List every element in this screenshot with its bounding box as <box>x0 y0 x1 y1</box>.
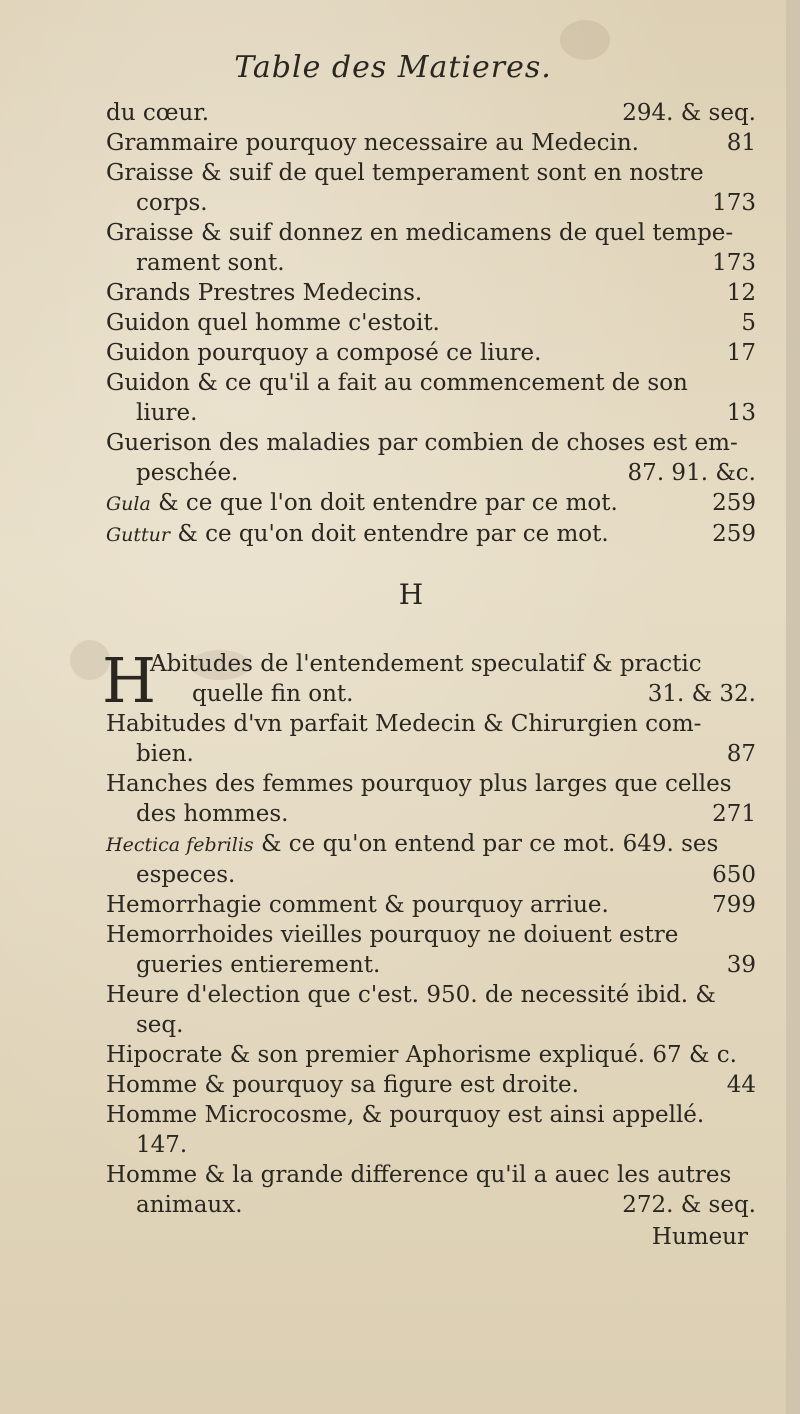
entry-text-body: Homme & pourquoy sa figure est droite. <box>106 1072 579 1098</box>
entry-text-body: Hanches des femmes pourquoy plus larges que celles <box>106 771 732 797</box>
page-ref <box>746 829 756 860</box>
entry-text <box>106 338 541 368</box>
entry-text <box>106 519 609 550</box>
entry-text <box>136 1190 243 1220</box>
page-ref: 271 <box>712 801 756 827</box>
index-entry <box>106 1070 756 1100</box>
entry-line <box>106 218 756 248</box>
entry-text-body: & ce que l'on doit entendre par ce mot. <box>150 490 618 516</box>
entry-text-body: liure. <box>136 400 198 426</box>
index-entry <box>106 709 756 769</box>
entry-line <box>106 860 756 890</box>
section-letter: H <box>398 578 424 611</box>
entry-text <box>106 1040 737 1070</box>
page-ref: 5 <box>741 310 756 336</box>
entry-text <box>106 980 716 1010</box>
page-ref: 44 <box>726 1072 756 1098</box>
latin-term: Gula <box>106 493 151 515</box>
entry-line <box>106 1100 756 1130</box>
entry-text-body: peschée. <box>136 460 239 486</box>
index-entry <box>106 278 756 308</box>
entry-text-body: bien. <box>136 741 194 767</box>
page-ref <box>746 158 756 188</box>
index-entry <box>106 519 756 550</box>
entries-g <box>106 98 756 550</box>
entry-line <box>106 188 756 218</box>
entry-text-body: Guidon quel homme c'estoit. <box>106 310 440 336</box>
entry-text <box>106 278 422 308</box>
entry-text-body: Homme Microcosme, & pourquoy est ainsi appellé. <box>106 1102 705 1128</box>
index-entry <box>106 488 756 519</box>
entry-text <box>136 860 235 890</box>
entry-text <box>106 1100 704 1130</box>
entry-text <box>136 739 194 769</box>
entry-text <box>106 158 704 188</box>
entry-line <box>106 368 756 398</box>
entry-line <box>106 308 756 338</box>
entry-text <box>106 308 440 338</box>
entry-text <box>106 428 738 458</box>
page-ref: 294. & seq. <box>622 100 756 126</box>
entry-text-body: Hipocrate & son premier Aphorisme expliqué. 67 & c. <box>106 1042 737 1068</box>
entry-line <box>106 1130 756 1160</box>
entry-line <box>106 458 756 488</box>
index-entry <box>106 829 756 890</box>
page-ref <box>746 1040 756 1070</box>
page-ref: 81 <box>726 130 756 156</box>
entry-text <box>106 829 718 860</box>
entry-line <box>106 519 756 550</box>
entry-text <box>136 458 238 488</box>
entry-text: Abitudes de l'entendement speculatif & practic <box>150 651 702 677</box>
index-entry <box>106 338 756 368</box>
running-title: Table des Matieres. <box>234 50 552 85</box>
entry-text <box>136 188 208 218</box>
page-ref <box>746 218 756 248</box>
entry-line <box>106 920 756 950</box>
entry-text-body: animaux. <box>136 1192 243 1218</box>
entry-text-body: Guidon & ce qu'il a fait au commencement de son <box>106 370 688 396</box>
entry-text-body: Guidon pourquoy a composé ce liure. <box>106 340 542 366</box>
entry-text <box>106 98 209 128</box>
page-ref <box>746 1130 756 1160</box>
entry-text-body: especes. <box>136 862 236 888</box>
page-ref: 31. & 32. <box>647 681 756 707</box>
page-ref <box>746 980 756 1010</box>
entry-line <box>106 128 756 158</box>
entry-line <box>106 829 756 860</box>
entry-text-body: Habitudes d'vn parfait Medecin & Chirurgien com- <box>106 711 702 737</box>
page-ref <box>746 769 756 799</box>
page-ref: 259 <box>712 490 756 516</box>
entry-line <box>106 278 756 308</box>
page-ref: 12 <box>726 280 756 306</box>
page-ref <box>746 428 756 458</box>
entry-text-body: Homme & la grande difference qu'il a auec les autres <box>106 1162 732 1188</box>
entry-line <box>106 1070 756 1100</box>
entry-line <box>106 338 756 368</box>
entries-h <box>106 709 756 1220</box>
entry-line <box>106 1010 756 1040</box>
index-entry <box>106 428 756 488</box>
entry-line <box>106 1040 756 1070</box>
index-entry <box>106 980 756 1040</box>
index-entry <box>106 308 756 338</box>
entry-text-body: Grands Prestres Medecins. <box>106 280 423 306</box>
entry-line <box>106 709 756 739</box>
entry-line <box>106 1160 756 1190</box>
entry-line <box>106 98 756 128</box>
entry-text-body: corps. <box>136 190 208 216</box>
index-entry <box>106 98 756 128</box>
entry-line <box>106 649 756 679</box>
page-ref <box>746 1100 756 1130</box>
entry-line <box>106 428 756 458</box>
entry-line <box>106 950 756 980</box>
page-ref <box>746 920 756 950</box>
index-entry <box>106 890 756 920</box>
index-entry <box>106 128 756 158</box>
entry-line <box>106 1190 756 1220</box>
entry-text <box>136 248 285 278</box>
entry-text <box>106 709 701 739</box>
page-ref <box>746 368 756 398</box>
page-ref: 650 <box>712 862 756 888</box>
entry-line <box>106 398 756 428</box>
latin-term: Hectica febrilis <box>106 834 254 856</box>
entry-text-body: Hemorrhagie comment & pourquoy arriue. <box>106 892 609 918</box>
page-ref <box>746 1160 756 1190</box>
entry-text: quelle fin ont. <box>192 681 354 707</box>
entry-text-body: seq. <box>136 1012 184 1038</box>
entry-line <box>106 890 756 920</box>
entry-line <box>106 248 756 278</box>
entry-text <box>106 1160 731 1190</box>
entry-text-body: du cœur. <box>106 100 210 126</box>
entry-text <box>136 799 288 829</box>
entry-text-body: 147. <box>136 1132 188 1158</box>
entry-line <box>106 980 756 1010</box>
entry-text-body: gueries entierement. <box>136 952 381 978</box>
page-ref: 17 <box>726 340 756 366</box>
entry-line <box>106 158 756 188</box>
entry-text <box>136 1130 187 1160</box>
entry-text <box>136 950 380 980</box>
entry-text-body: des hommes. <box>136 801 289 827</box>
index-entry <box>106 368 756 428</box>
entry-text <box>106 1070 579 1100</box>
page-ref: 173 <box>712 250 756 276</box>
entry-text-body: & ce qu'on doit entendre par ce mot. <box>170 521 609 547</box>
entry-text <box>136 1010 183 1040</box>
index-entry <box>106 158 756 218</box>
entry-text-body: Guerison des maladies par combien de choses est em- <box>106 430 738 456</box>
entry-text <box>106 368 688 398</box>
entry-text <box>106 218 733 248</box>
index-entry-first-h <box>102 644 756 717</box>
page-ref: 799 <box>712 892 756 918</box>
entry-text-body: Grammaire pourquoy necessaire au Medecin. <box>106 130 639 156</box>
page-ref: 87 <box>726 741 756 767</box>
index-entry <box>106 1160 756 1220</box>
entry-text <box>136 398 197 428</box>
index-entry <box>106 769 756 829</box>
entry-text-body: & ce qu'on entend par ce mot. 649. ses <box>253 831 719 857</box>
entry-text <box>106 488 618 519</box>
page-ref: 87. 91. &c. <box>627 460 756 486</box>
entry-text-body: Graisse & suif donnez en medicamens de quel tempe- <box>106 220 734 246</box>
drop-cap: H <box>102 644 157 717</box>
page-ref: 173 <box>712 190 756 216</box>
catchword: Humeur <box>651 1224 748 1250</box>
entry-line <box>106 769 756 799</box>
entry-line <box>106 488 756 519</box>
entry-text-body: Hemorrhoides vieilles pourquoy ne doiuent estre <box>106 922 679 948</box>
page-ref: 272. & seq. <box>622 1192 756 1218</box>
entry-text-body: Graisse & suif de quel temperament sont en nostre <box>106 160 704 186</box>
page-ref <box>746 1010 756 1040</box>
page-ref: 39 <box>726 952 756 978</box>
entry-line <box>106 739 756 769</box>
entry-text-body: rament sont. <box>136 250 285 276</box>
entry-line <box>106 679 756 709</box>
index-entry <box>106 920 756 980</box>
index-entry <box>106 218 756 278</box>
index-entry <box>106 1100 756 1160</box>
index-entry <box>106 1040 756 1070</box>
latin-term: Guttur <box>106 524 171 546</box>
page-ref: 13 <box>726 400 756 426</box>
entry-text <box>106 890 609 920</box>
entry-line <box>106 799 756 829</box>
page-ref <box>746 709 756 739</box>
entry-text <box>106 769 732 799</box>
entry-text <box>106 920 678 950</box>
index-entries <box>102 98 756 1252</box>
page-ref: 259 <box>712 521 756 547</box>
entry-text-body: Heure d'election que c'est. 950. de necessité ibid. & <box>106 982 716 1008</box>
entry-text <box>106 128 639 158</box>
